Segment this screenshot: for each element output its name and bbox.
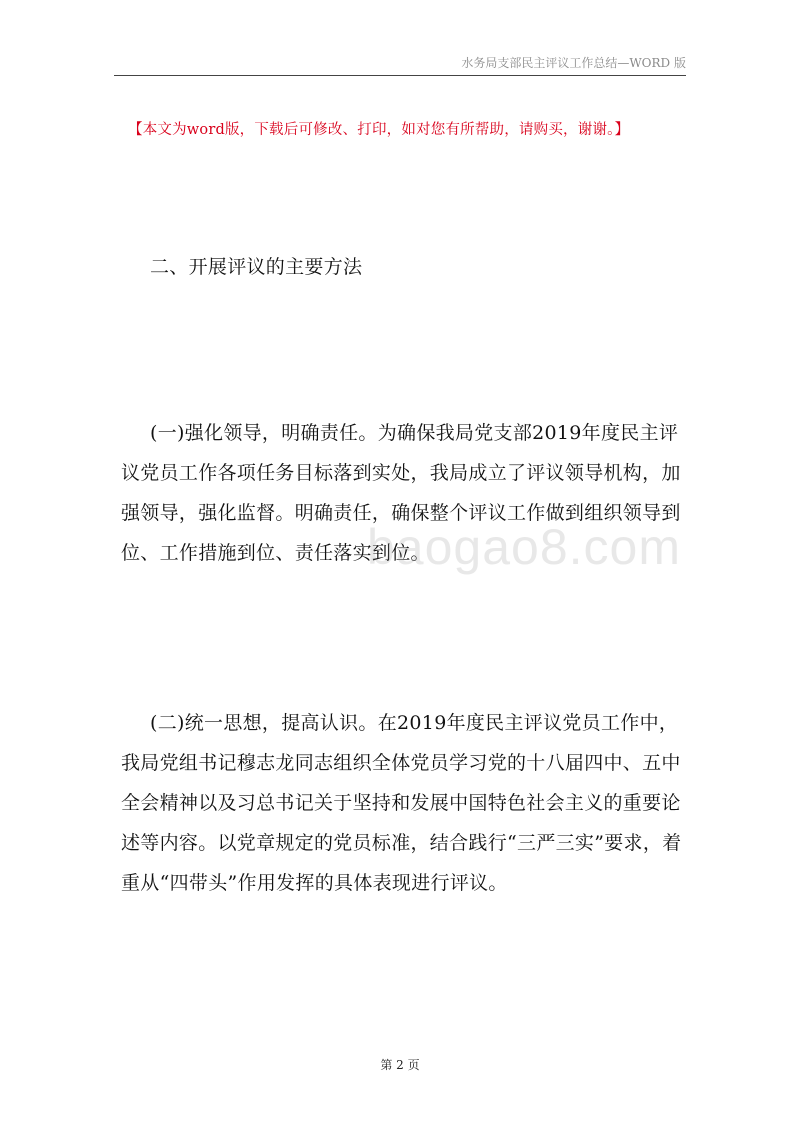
- site-watermark: baogao8.com: [367, 519, 682, 575]
- section-heading: 二、开展评议的主要方法: [150, 256, 363, 278]
- page-number: 第 2 页: [380, 1058, 420, 1072]
- header-title: 水务局支部民主评议工作总结—WORD 版: [461, 56, 686, 70]
- purchase-notice: 【本文为word版，下载后可修改、打印，如对您有所帮助，请购买，谢谢。】: [128, 122, 630, 138]
- header-divider: [114, 75, 686, 76]
- paragraph-unify-thinking: (二)统一思想，提高认识。在2019年度民主评议党员工作中，我局党组书记穆志龙同志组织全体党员学习党的十八届四中、五中全会精神以及习总书记关于坚持和发展中国特色社会主义的重要论述等内容。以党章规定的党员标准，结合践行“三严三实”要求，着重从“四带头”作用发挥的具体表现进行评议。: [121, 712, 682, 894]
- paragraph-leadership: (一)强化领导，明确责任。为确保我局党支部2019年度民主评议党员工作各项任务目标落到实处，我局成立了评议领导机构，加强领导，强化监督。明确责任，确保整个评议工作做到组织领导到位、工作措施到位、责任落实到位。: [121, 422, 681, 564]
